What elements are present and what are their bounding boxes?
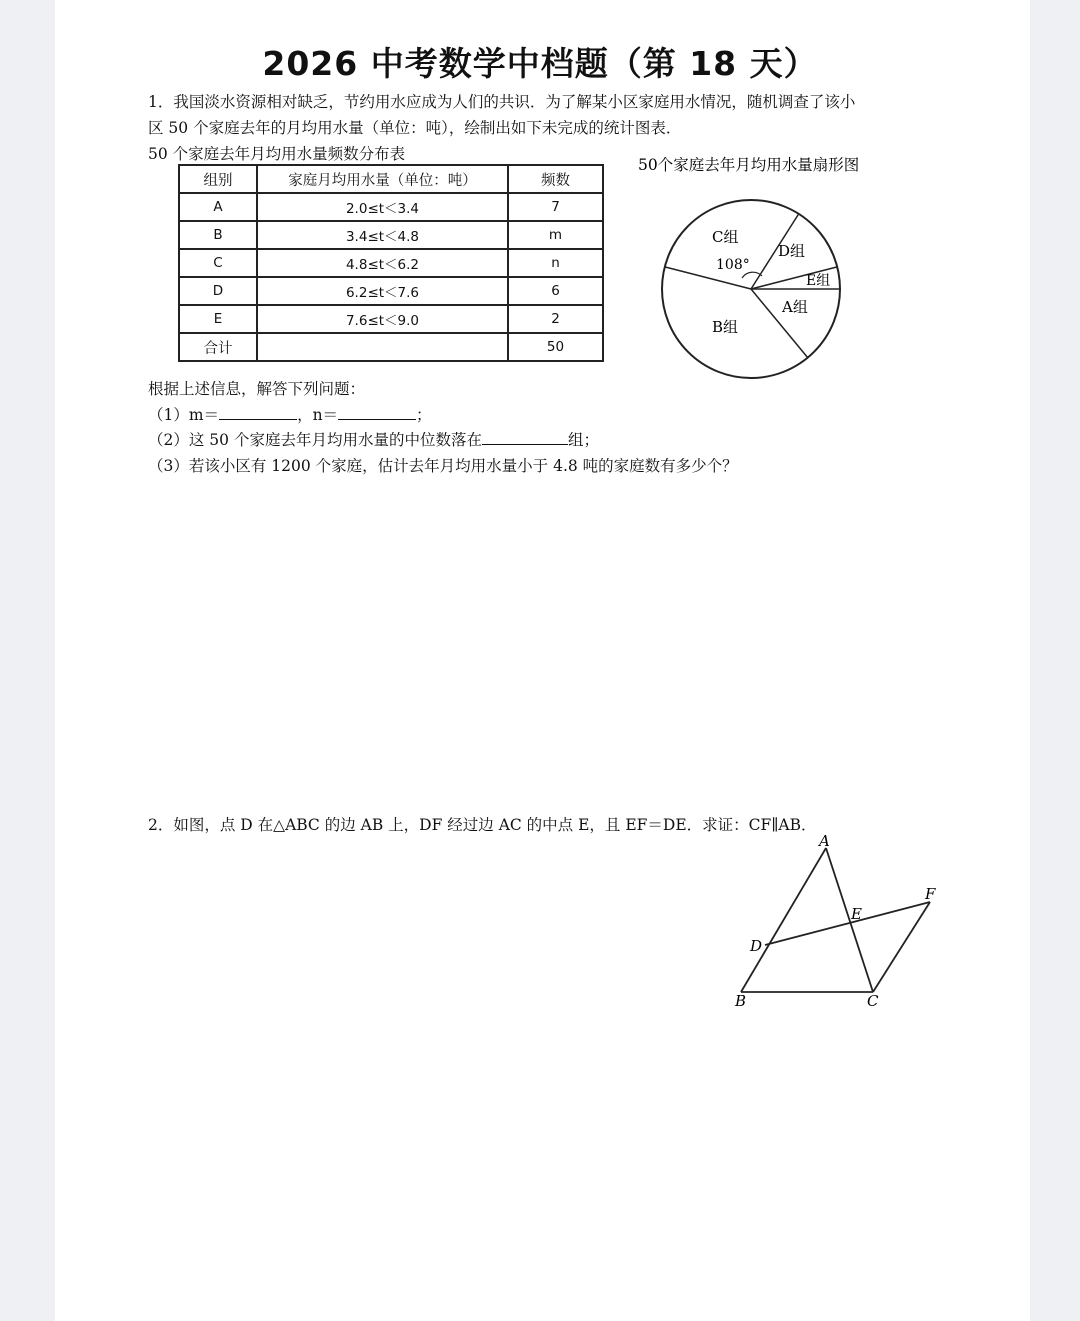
pie-title: 50个家庭去年月均用水量扇形图 xyxy=(638,156,860,174)
q1-text-line1: 1．我国淡水资源相对缺乏，节约用水应成为人们的共识．为了解某小区家庭用水情况，随机调查了该小 xyxy=(148,93,856,111)
pie-label-a: A组 xyxy=(782,298,808,316)
segment-ab xyxy=(741,848,826,992)
part1-end: ； xyxy=(416,406,432,424)
table-header-row xyxy=(179,165,603,193)
table-row xyxy=(179,305,603,333)
cell-total-label: 合计 xyxy=(179,333,257,361)
point-label-e: E xyxy=(851,905,862,923)
q1-intro: 根据上述信息，解答下列问题： xyxy=(148,380,366,398)
q1-part3: （3）若该小区有 1200 个家庭，估计去年月均用水量小于 4.8 吨的家庭数有多少个？ xyxy=(148,457,738,475)
part2-end: 组； xyxy=(567,431,599,449)
page-title: 2026 中考数学中档题（第 18 天） xyxy=(262,44,818,83)
answer-blank-median[interactable] xyxy=(482,430,568,445)
cell-range xyxy=(257,333,508,361)
cell-group: E xyxy=(179,305,257,333)
segment-ac xyxy=(826,848,873,992)
table-row xyxy=(179,221,603,249)
cell-range: 3.4≤t＜4.8 xyxy=(257,221,508,249)
cell-range: 7.6≤t＜9.0 xyxy=(257,305,508,333)
cell-count: m xyxy=(508,221,603,249)
part2-text: （2）这 50 个家庭去年月均用水量的中位数落在 xyxy=(148,431,482,449)
cell-count: 6 xyxy=(508,277,603,305)
cell-total-count: 50 xyxy=(508,333,603,361)
table-row xyxy=(179,193,603,221)
cell-group: C xyxy=(179,249,257,277)
cell-range: 4.8≤t＜6.2 xyxy=(257,249,508,277)
table-caption: 50 个家庭去年月均用水量频数分布表 xyxy=(148,145,406,163)
q1-part1 xyxy=(148,403,432,425)
pie-chart xyxy=(620,148,900,383)
geometry-figure xyxy=(725,832,955,1017)
table-total-row xyxy=(179,333,603,361)
point-label-c: C xyxy=(867,992,879,1010)
table-row xyxy=(179,249,603,277)
point-label-b: B xyxy=(735,992,747,1010)
pie-label-d: D组 xyxy=(778,242,806,260)
q2-text: 2．如图，点 D 在△ABC 的边 AB 上，DF 经过边 AC 的中点 E，且 EF＝DE．求证：CF∥AB． xyxy=(148,816,817,834)
q1-text-line2: 区 50 个家庭去年的月均用水量（单位：吨），绘制出如下未完成的统计图表． xyxy=(148,119,682,137)
pie-label-e: E组 xyxy=(806,273,831,289)
header-group: 组别 xyxy=(179,165,257,193)
cell-group: D xyxy=(179,277,257,305)
part1-m-label: （1）m＝ xyxy=(148,406,220,424)
part1-n-label: ，n＝ xyxy=(297,406,339,424)
cell-group: B xyxy=(179,221,257,249)
answer-blank-m[interactable] xyxy=(219,405,297,420)
point-label-f: F xyxy=(925,885,936,903)
point-label-d: D xyxy=(750,937,763,955)
pie-label-b: B组 xyxy=(712,318,739,336)
pie-angle-label: 108° xyxy=(716,257,750,273)
pie-label-c: C组 xyxy=(712,228,739,246)
cell-count: 7 xyxy=(508,193,603,221)
cell-count: 2 xyxy=(508,305,603,333)
cell-range: 6.2≤t＜7.6 xyxy=(257,277,508,305)
table-row xyxy=(179,277,603,305)
q1-part2 xyxy=(148,428,599,450)
point-label-a: A xyxy=(819,832,830,850)
frequency-table xyxy=(178,164,604,362)
header-usage: 家庭月均用水量（单位：吨） xyxy=(257,165,508,193)
answer-blank-n[interactable] xyxy=(338,405,416,420)
header-frequency: 频数 xyxy=(508,165,603,193)
cell-range: 2.0≤t＜3.4 xyxy=(257,193,508,221)
cell-count: n xyxy=(508,249,603,277)
cell-group: A xyxy=(179,193,257,221)
